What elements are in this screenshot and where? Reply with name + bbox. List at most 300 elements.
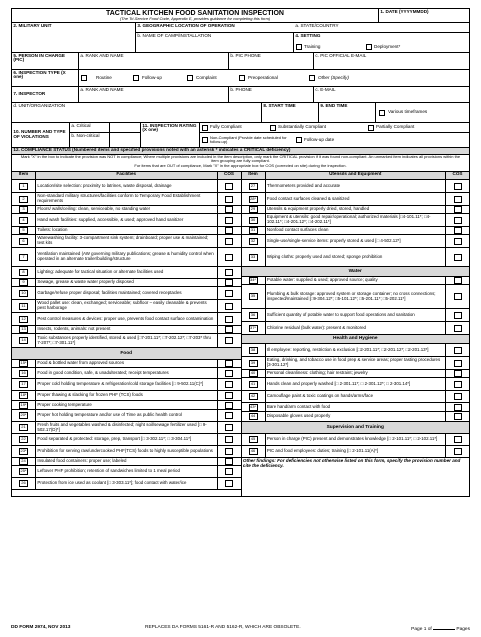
cos-cell xyxy=(217,227,241,234)
cos-checkbox[interactable] xyxy=(454,436,462,443)
deployment-label: Deployment* xyxy=(374,43,401,49)
item-description: Single-use/single-service items: properly stored & used [□ 4-502.12*] xyxy=(266,237,401,243)
cos-checkbox[interactable] xyxy=(454,413,462,420)
checklist-row xyxy=(242,434,470,446)
inspector-label: 7. INSPECTOR xyxy=(12,87,79,102)
checklist-row xyxy=(12,267,241,279)
cos-header: COS xyxy=(217,172,241,179)
item-number-box[interactable]: 10 xyxy=(19,290,28,297)
military-unit-field[interactable] xyxy=(12,23,136,52)
water-rows xyxy=(242,277,470,335)
item-number xyxy=(12,379,36,390)
item-number-box[interactable]: 41 xyxy=(249,381,258,388)
setting-block xyxy=(294,33,469,52)
other-label: Other (Specify) xyxy=(318,74,349,80)
unit-location-row xyxy=(11,23,470,53)
cos-cell xyxy=(217,180,241,192)
item-number-box[interactable]: 36 xyxy=(249,312,258,319)
other-findings-field[interactable] xyxy=(242,458,470,496)
food-section-header: Food xyxy=(12,348,241,360)
checklist-row xyxy=(12,248,241,267)
item-number-box[interactable]: 8 xyxy=(19,269,28,276)
item-number-box[interactable]: 44 xyxy=(249,413,258,420)
inspector-email-label: c. E-MAIL xyxy=(315,86,336,92)
date-field[interactable] xyxy=(379,9,469,22)
item-number-box[interactable]: 30 xyxy=(249,217,258,224)
inspection-type-options xyxy=(79,75,469,81)
item-number-box[interactable]: 22 xyxy=(19,436,28,443)
checklist-row xyxy=(12,227,241,235)
item-number-box[interactable]: 23* xyxy=(20,448,27,454)
cos-cell xyxy=(445,277,469,284)
item-number xyxy=(242,214,266,226)
item-number-box[interactable]: 28* xyxy=(249,195,256,201)
cos-checkbox[interactable] xyxy=(225,360,233,367)
pic-email-field[interactable] xyxy=(314,53,469,69)
item-number xyxy=(12,446,36,457)
fully-compliant-checkbox[interactable] xyxy=(202,125,208,131)
checklist-left-column xyxy=(12,172,241,496)
item-number-box[interactable]: 33 xyxy=(249,254,258,261)
item-description: Proper hot holding temperature and/or use of Time as public health control xyxy=(37,412,182,418)
total-pages-field[interactable] xyxy=(433,625,455,630)
cos-cell xyxy=(445,412,469,421)
item-number-box[interactable]: 14 xyxy=(19,337,28,344)
end-time-field[interactable] xyxy=(319,103,376,122)
item-description: Toxic substances properly identified, stored & used [□7-201.11*; □7-202.12*; □7-203* thru 7-207*; □7-301.11*] xyxy=(37,334,211,345)
checklist-row xyxy=(12,391,241,401)
checklist-row xyxy=(242,412,470,422)
cos-checkbox[interactable] xyxy=(225,392,233,399)
cos-checkbox[interactable] xyxy=(225,227,233,234)
cos-checkbox[interactable] xyxy=(454,312,462,319)
item-number-box[interactable]: 20* xyxy=(20,412,27,418)
cos-checkbox[interactable] xyxy=(225,458,233,465)
violations-rating-row xyxy=(11,123,470,148)
item-number xyxy=(12,248,36,266)
item-number xyxy=(242,378,266,390)
utensils-rows xyxy=(242,180,470,267)
partially-compliant-label: Partially Compliant xyxy=(376,124,415,130)
item-description: Ill employee: reporting, restriction & exclusion [□2-201.11*; □2-201.12*; □2-201.13*] xyxy=(266,346,429,352)
follow-up-date-label: Follow-up date xyxy=(304,136,335,142)
item-description: Bare hand/arm contact with food xyxy=(266,403,331,409)
item-number xyxy=(12,267,36,278)
item-number-box[interactable]: 6 xyxy=(19,238,28,245)
item-number xyxy=(242,277,266,284)
item-number xyxy=(242,206,266,213)
checklist-row xyxy=(242,180,470,193)
cos-checkbox[interactable] xyxy=(225,480,233,487)
other-checkbox[interactable] xyxy=(309,75,315,81)
pic-phone-label: b. PIC PHONE xyxy=(230,52,261,58)
item-number-box[interactable]: 15* xyxy=(20,360,27,366)
item-number xyxy=(242,412,266,421)
cos-cell xyxy=(445,378,469,390)
cos-cell xyxy=(445,322,469,334)
health-section-header: Health and Hygiene xyxy=(242,335,470,344)
title-block xyxy=(12,9,379,22)
item-description: Proper cooking temperature xyxy=(37,401,92,407)
critical-count-field[interactable] xyxy=(110,123,140,132)
cos-cell xyxy=(445,344,469,356)
item-number-box[interactable]: 1 xyxy=(19,183,28,190)
cos-checkbox[interactable] xyxy=(225,326,233,333)
partially-compliant-checkbox[interactable] xyxy=(368,125,374,131)
item-number-box[interactable]: 39 xyxy=(249,360,258,367)
item-number xyxy=(242,344,266,356)
cos-checkbox[interactable] xyxy=(225,206,233,213)
form-number: DD FORM 2974, NOV 2013 xyxy=(11,625,71,630)
item-description: Sewage, grease & waste water properly disposed xyxy=(37,279,134,285)
inspector-phone-field[interactable] xyxy=(229,87,314,102)
location-block xyxy=(136,23,469,52)
item-number-box[interactable]: 16 xyxy=(19,370,28,377)
checklist-row xyxy=(242,277,470,285)
cos-checkbox[interactable] xyxy=(454,381,462,388)
cos-checkbox[interactable] xyxy=(225,303,233,310)
follow-up-checkbox[interactable] xyxy=(133,75,139,81)
item-description: PIC and food employees: duties; training [□ 2-101.11(A)*] xyxy=(266,448,379,454)
cos-checkbox[interactable] xyxy=(454,293,462,300)
checklist-row xyxy=(12,214,241,227)
item-header: Item xyxy=(12,172,36,179)
cos-checkbox[interactable] xyxy=(454,448,462,455)
item-number-box[interactable]: 5 xyxy=(19,227,28,234)
cos-checkbox[interactable] xyxy=(225,424,233,431)
checklist-row xyxy=(12,422,241,434)
checklist-row xyxy=(242,248,470,267)
item-description: Floors/ walls/ceiling: clean, serviceable, no standing water xyxy=(37,206,151,212)
item-number-box[interactable]: 32 xyxy=(249,238,258,245)
camp-name-field[interactable] xyxy=(136,33,294,52)
checklist-row xyxy=(12,287,241,300)
item-number-box[interactable]: 34* xyxy=(249,277,256,283)
checklist-row xyxy=(242,344,470,357)
item-number xyxy=(242,309,266,321)
item-number-box[interactable]: 21 xyxy=(19,424,28,431)
cos-checkbox[interactable] xyxy=(454,360,462,367)
item-number-box[interactable]: 45 xyxy=(249,436,258,443)
item-number xyxy=(12,422,36,433)
item-description: Pest control measures & devices: proper use, prevents food contact surface contamination xyxy=(37,315,214,321)
cos-checkbox[interactable] xyxy=(454,196,462,203)
inspector-row xyxy=(11,87,470,103)
item-number-box[interactable]: 13 xyxy=(19,326,28,333)
item-number-box[interactable]: 29 xyxy=(249,206,258,213)
water-section-header: Water xyxy=(242,267,470,277)
routine-checkbox[interactable] xyxy=(81,75,87,81)
item-number-box[interactable]: 18* xyxy=(20,392,27,398)
pic-row xyxy=(11,53,470,70)
pic-rank-field[interactable] xyxy=(79,53,229,69)
cos-cell xyxy=(445,370,469,377)
item-number-box[interactable]: 7 xyxy=(19,254,28,261)
item-number xyxy=(12,478,36,489)
item-number-box[interactable]: 26 xyxy=(19,480,28,487)
food-rows xyxy=(12,360,241,490)
complaint-label: Complaint xyxy=(196,74,217,80)
cos-cell xyxy=(217,434,241,445)
facilities-header: Facilities xyxy=(116,171,137,176)
cos-cell xyxy=(445,235,469,247)
cos-cell xyxy=(217,287,241,299)
inspector-email-field[interactable] xyxy=(314,87,469,102)
item-description: Personal cleanliness: clothing; hair restraint; jewelry xyxy=(266,370,368,376)
training-label: Training xyxy=(304,43,321,49)
item-description: Eating, drinking, and tobacco use in food prep & service areas; proper tasting procedures [3-301.12*] xyxy=(266,357,441,367)
cos-checkbox[interactable] xyxy=(454,347,462,354)
item-number xyxy=(242,227,266,234)
item-description: Protection from ice used as coolant [□ 3-303.11*]; food contact with water/ice xyxy=(37,480,187,486)
inspection-type-row xyxy=(11,70,470,87)
cos-checkbox[interactable] xyxy=(454,277,462,284)
item-number-box[interactable]: 35 xyxy=(249,293,258,300)
cos-cell xyxy=(217,410,241,421)
cos-checkbox[interactable] xyxy=(225,290,233,297)
state-country-field[interactable] xyxy=(294,23,469,32)
item-number-box[interactable]: 46 xyxy=(249,448,258,455)
item-number xyxy=(12,214,36,226)
cos-header: COS xyxy=(445,172,469,179)
cos-cell xyxy=(445,357,469,369)
checklist-right-column xyxy=(241,172,470,496)
item-number xyxy=(242,285,266,308)
cos-checkbox[interactable] xyxy=(225,337,233,344)
complaint-checkbox[interactable] xyxy=(187,75,193,81)
cos-checkbox[interactable] xyxy=(454,325,462,332)
item-description: Utensils & equipment properly dried, stored, handled xyxy=(266,206,370,212)
cos-checkbox[interactable] xyxy=(225,196,233,203)
cos-cell xyxy=(217,360,241,367)
substantially-compliant-label: Substantially Compliant xyxy=(278,124,327,130)
cos-checkbox[interactable] xyxy=(225,254,233,261)
item-number-box[interactable]: 24 xyxy=(19,458,28,465)
inspector-rank-label: a. RANK AND NAME xyxy=(80,86,124,92)
cos-checkbox[interactable] xyxy=(225,370,233,377)
item-number xyxy=(12,410,36,421)
cos-cell xyxy=(217,391,241,400)
checklist-row xyxy=(242,227,470,235)
item-number xyxy=(12,360,36,367)
cos-checkbox[interactable] xyxy=(454,183,462,190)
item-number xyxy=(12,466,36,477)
violations-label: 10. NUMBER AND TYPE OF VIOLATIONS xyxy=(12,123,70,147)
item-description: Toilets: location xyxy=(37,227,68,233)
checklist-row xyxy=(12,193,241,206)
cos-checkbox[interactable] xyxy=(454,404,462,411)
cos-cell xyxy=(445,391,469,402)
item-number-box[interactable]: 19* xyxy=(20,401,27,407)
cos-cell xyxy=(445,248,469,266)
non-compliant-label: Non-Compliant (Provide date scheduled for follow-up) xyxy=(210,134,287,144)
training-checkbox[interactable] xyxy=(296,44,302,50)
item-number-box[interactable]: 31 xyxy=(249,227,258,234)
cos-cell xyxy=(217,478,241,489)
item-description: Sufficient quantity of potable water to support food operations and sanitation xyxy=(266,311,415,317)
item-description: Garbage/refuse proper disposal; facilities maintained; covered receptacles xyxy=(37,289,182,295)
cos-checkbox[interactable] xyxy=(454,254,462,261)
item-description: Proper cold holding temperature & refrigeration/cold storage facilities [□ 9-502.11(C)*] xyxy=(37,381,204,387)
cos-cell xyxy=(445,193,469,205)
item-number-box[interactable]: 27 xyxy=(249,183,258,190)
checklist-row xyxy=(242,322,470,335)
other-findings-text: Other findings: For deficiencies not otherwise listed on this form, specify the provision number and cite the deficiency. xyxy=(242,458,461,468)
substantially-compliant-checkbox[interactable] xyxy=(270,125,276,131)
item-number-box[interactable]: 38 xyxy=(249,347,258,354)
item-number xyxy=(12,235,36,247)
pic-email-label: c. PIC OFFICIAL E-MAIL xyxy=(315,52,367,58)
deployment-checkbox[interactable] xyxy=(366,44,372,50)
cos-cell xyxy=(217,458,241,465)
preoperational-checkbox[interactable] xyxy=(239,75,245,81)
cos-cell xyxy=(217,248,241,266)
item-number xyxy=(242,446,266,457)
cos-checkbox[interactable] xyxy=(225,316,233,323)
cos-checkbox[interactable] xyxy=(225,381,233,388)
item-number-box[interactable]: 2 xyxy=(19,196,28,203)
various-block xyxy=(376,103,469,122)
item-number-box[interactable]: 11 xyxy=(19,303,28,310)
inspection-type-label: 6. INSPECTION TYPE (X one) xyxy=(12,70,79,86)
item-description: Food contact surfaces cleaned & sanitized xyxy=(266,195,350,201)
health-rows xyxy=(242,344,470,422)
checklist xyxy=(11,172,470,497)
cos-checkbox[interactable] xyxy=(225,279,233,286)
item-number xyxy=(12,287,36,299)
inspector-phone-label: b. PHONE xyxy=(230,86,252,92)
violations-counts xyxy=(70,123,141,147)
checklist-row xyxy=(12,434,241,446)
item-description: Hands clean and properly washed [□ 2-301.11*; □ 2-301.12*; □ 2-301.14*] xyxy=(266,380,411,386)
item-number-box[interactable]: 4 xyxy=(19,217,28,224)
non-critical-count-field[interactable] xyxy=(110,133,140,147)
geo-location-label: 3. GEOGRAPHIC LOCATION OF OPERATION xyxy=(137,22,235,28)
item-description: Non-standard military structures/facilities conform to Temporary Food Establishment requirements xyxy=(37,193,201,203)
checklist-row xyxy=(12,360,241,368)
item-description: Chlorine residual (bulk water): present & monitored xyxy=(266,324,366,330)
checklist-row xyxy=(12,446,241,458)
item-number-box[interactable]: 12 xyxy=(19,316,28,323)
cos-cell xyxy=(217,193,241,205)
item-description: Insulated food containers: proper use; labeled xyxy=(37,458,127,464)
cos-checkbox[interactable] xyxy=(225,448,233,455)
checklist-row xyxy=(242,214,470,227)
item-description: Potable water: supplied & used; approved source; quality xyxy=(266,277,378,283)
cos-checkbox[interactable] xyxy=(225,238,233,245)
cos-checkbox[interactable] xyxy=(225,183,233,190)
cos-cell xyxy=(217,300,241,312)
item-number-box[interactable]: 42 xyxy=(249,393,258,400)
inspector-rank-field[interactable] xyxy=(79,87,229,102)
cos-cell xyxy=(217,206,241,213)
checklist-row xyxy=(12,313,241,326)
facilities-rows xyxy=(12,180,241,348)
item-number-box[interactable]: 17 xyxy=(19,381,28,388)
compliance-status-title: 12. COMPLIANCE STATUS (Numbered items and specified provisions noted with an asterisk * indicates a CRITICAL deficiency) xyxy=(12,148,469,155)
item-description: Plumbing & bulk storage: approved system or storage container; no cross connections; inspected/maintained [□9-304.12*; □5-101.12*; □5-201.11*; □5-202.11*] xyxy=(266,290,436,301)
item-number-box[interactable]: 37* xyxy=(249,324,256,330)
pages-label: Pages xyxy=(456,627,470,632)
cos-cell xyxy=(217,334,241,347)
checklist-row xyxy=(12,458,241,466)
cos-checkbox[interactable] xyxy=(454,206,462,213)
checklist-row xyxy=(12,279,241,287)
preoperational-label: Preoperational xyxy=(248,74,278,80)
cos-cell xyxy=(445,434,469,445)
cos-checkbox[interactable] xyxy=(454,238,462,245)
cos-checkbox[interactable] xyxy=(454,227,462,234)
cos-cell xyxy=(217,466,241,477)
cos-checkbox[interactable] xyxy=(225,436,233,443)
item-number-box[interactable]: 43* xyxy=(249,403,256,409)
cos-cell xyxy=(445,227,469,234)
checklist-row xyxy=(12,368,241,379)
item-description: Warewashing facility: 3-compartment sink system; drainboard; proper use & maintained; test kits xyxy=(37,235,209,245)
item-number-box[interactable]: 40 xyxy=(249,370,258,377)
item-description: Proper thawing & slacking for frozen PHF (TCS) foods xyxy=(37,392,143,398)
item-number-box[interactable]: 3 xyxy=(19,206,28,213)
start-time-field[interactable] xyxy=(262,103,319,122)
item-number xyxy=(12,334,36,347)
item-number xyxy=(242,370,266,377)
item-number-box[interactable]: 25* xyxy=(20,468,27,474)
item-description: Thermometers provided and accurate xyxy=(266,182,341,188)
cos-checkbox[interactable] xyxy=(225,217,233,224)
pic-phone-field[interactable] xyxy=(229,53,314,69)
checklist-row xyxy=(242,206,470,214)
cos-cell xyxy=(445,309,469,321)
checklist-row xyxy=(12,180,241,193)
start-time-label: 8. START TIME xyxy=(263,102,296,108)
cos-checkbox[interactable] xyxy=(225,269,233,276)
item-number xyxy=(12,193,36,205)
pic-label: 5. PERSON IN CHARGE (PIC) xyxy=(12,53,79,69)
unit-org-field[interactable] xyxy=(12,103,262,122)
cos-checkbox[interactable] xyxy=(225,468,233,475)
date-label: 1. DATE (YYYYMMDD) xyxy=(380,8,429,14)
non-compliant-checkbox[interactable] xyxy=(202,137,208,143)
follow-up-date-checkbox[interactable] xyxy=(296,137,302,143)
cos-checkbox[interactable] xyxy=(454,393,462,400)
cos-checkbox[interactable] xyxy=(454,217,462,224)
item-number-box[interactable]: 9 xyxy=(19,279,28,286)
follow-up-label: Follow-up xyxy=(142,74,162,80)
item-description: Leftover PHF prohibition; retention of sandwiches limited to 1 meal period xyxy=(37,468,180,474)
form-subtitle: (The Tri-Service Food Code, Appendix E, provides guidance for completing this form) xyxy=(119,16,271,22)
cos-cell xyxy=(217,446,241,457)
item-number xyxy=(12,401,36,409)
cos-checkbox[interactable] xyxy=(225,412,233,419)
cos-cell xyxy=(217,368,241,378)
various-label: Various timeframes xyxy=(388,109,428,115)
various-checkbox[interactable] xyxy=(379,110,385,116)
item-number xyxy=(12,458,36,465)
checklist-row xyxy=(12,300,241,313)
checklist-row xyxy=(242,235,470,248)
cos-checkbox[interactable] xyxy=(225,402,233,409)
cos-cell xyxy=(217,214,241,226)
item-description: Lighting: adequate for tactical situation or alternate facilities used xyxy=(37,269,164,275)
item-number xyxy=(12,300,36,312)
item-description: Equipment & utensils: good repair/operational; authorized materials [□4-101.11*; □4-102.11*; □4-201.12*; □4-202.11*] xyxy=(266,214,431,224)
checklist-row xyxy=(12,235,241,248)
supervision-rows xyxy=(242,434,470,458)
unit-org-label: d. UNIT/ORGANIZATION xyxy=(13,102,66,108)
unit-time-row xyxy=(11,103,470,123)
cos-checkbox[interactable] xyxy=(454,370,462,377)
checklist-row xyxy=(242,285,470,309)
